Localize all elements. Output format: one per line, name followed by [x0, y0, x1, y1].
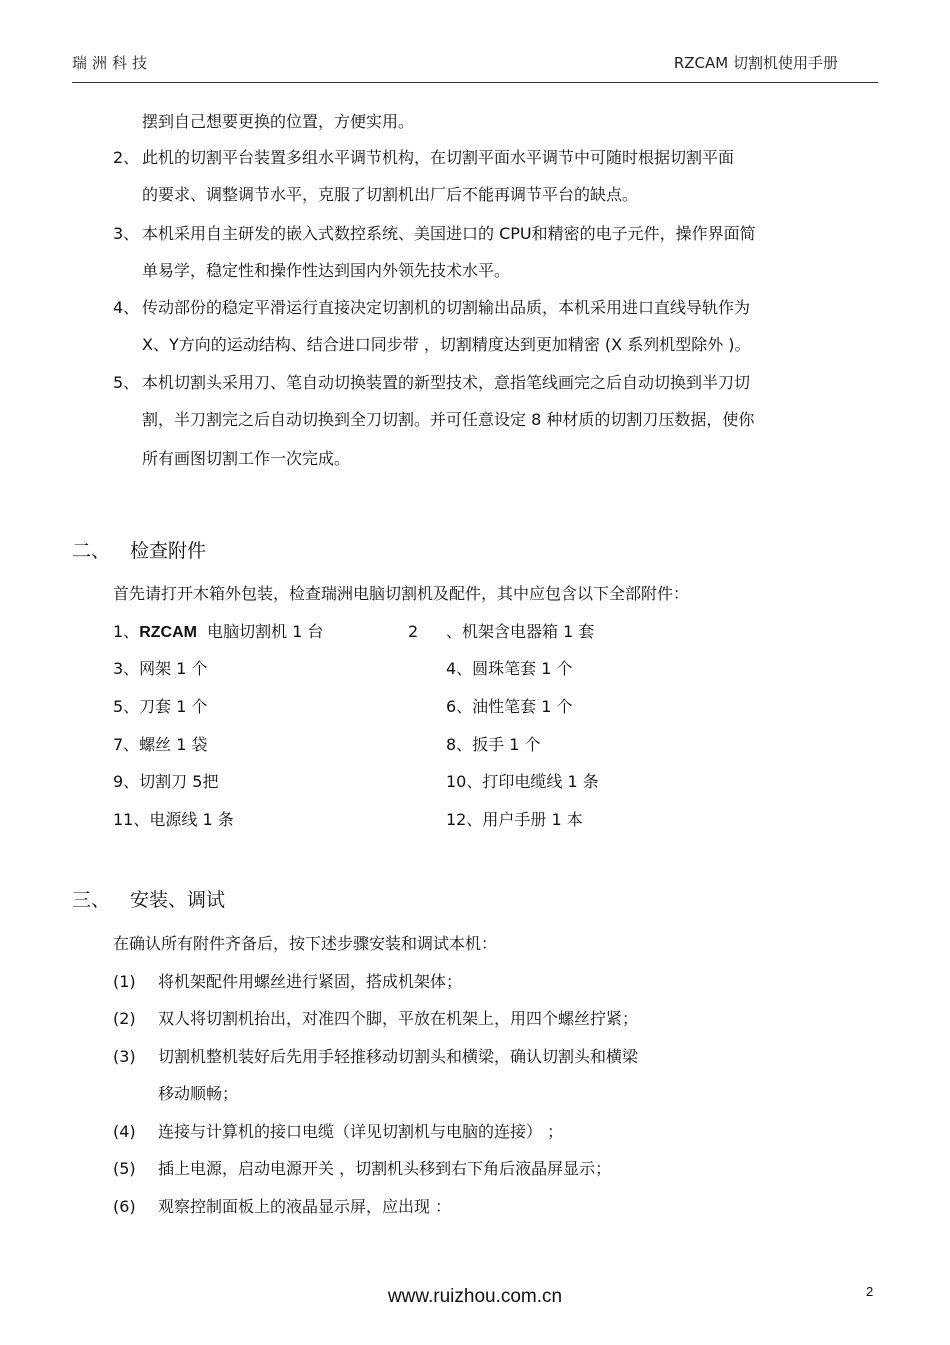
feature-text: 的要求、调整调节水平，克服了切割机出厂后不能再调节平台的缺点。: [142, 185, 639, 204]
accessory-item: 7、螺丝 1 袋: [113, 735, 208, 754]
step-text: 连接与计算机的接口电缆（详见切割机与电脑的连接） ；: [158, 1122, 564, 1141]
accessory-number: 2: [408, 622, 419, 641]
header-divider: [72, 82, 878, 83]
brand-name: RZCAM: [139, 624, 197, 641]
step-number: (5): [113, 1159, 136, 1178]
accessory-item: 4、圆珠笔套 1 个: [446, 659, 573, 678]
feature-number: 2、: [113, 148, 140, 167]
step-number: (3): [113, 1047, 136, 1066]
feature-text: 单易学，稳定性和操作性达到国内外领先技术水平。: [142, 261, 511, 280]
feature-text: 本机切割头采用刀、笔自动切换装置的新型技术，意指笔线画完之后自动切换到半刀切: [142, 373, 751, 392]
accessory-item: 9、切割刀 5把: [113, 772, 219, 791]
section-2-intro: 首先请打开木箱外包装，检查瑞洲电脑切割机及配件，其中应包含以下全部附件：: [113, 584, 690, 603]
step-number: (4): [113, 1122, 136, 1141]
feature-text: 传动部份的稳定平滑运行直接决定切割机的切割输出品质，本机采用进口直线导轨作为: [142, 298, 751, 317]
section-2-number: 二、: [72, 540, 111, 562]
step-text: 插上电源，启动电源开关 ，切割机头移到右下角后液晶屏显示；: [158, 1159, 612, 1178]
accessory-text: 、机架含电器箱 1 套: [446, 622, 595, 641]
feature-number: 3、: [113, 224, 140, 243]
step-text: 双人将切割机抬出，对准四个脚，平放在机架上，用四个螺丝拧紧；: [158, 1009, 639, 1028]
accessory-item: 3、网架 1 个: [113, 659, 208, 678]
feature-text: 本机采用自主研发的嵌入式数控系统、美国进口的 CPU和精密的电子元件，操作界面简: [142, 224, 756, 243]
step-number: (2): [113, 1009, 136, 1028]
feature-text: 此机的切割平台装置多组水平调节机构，在切割平面水平调节中可随时根据切割平面: [142, 148, 735, 167]
step-text: 将机架配件用螺丝进行紧固，搭成机架体；: [158, 972, 463, 991]
page-number: 2: [866, 1284, 874, 1299]
section-3-intro: 在确认所有附件齐备后，按下述步骤安装和调试本机：: [113, 934, 498, 953]
feature-text: 割，半刀割完之后自动切换到全刀切割。并可任意设定 8 种材质的切割刀压数据，使你: [142, 410, 755, 429]
header-manual-title: RZCAM 切割机使用手册: [673, 54, 838, 72]
header-company: 瑞洲科技: [72, 54, 153, 72]
section-2-title: 检查附件: [130, 540, 207, 562]
accessory-item: 10、打印电缆线 1 条: [446, 772, 599, 791]
accessory-item: 8、扳手 1 个: [446, 735, 541, 754]
accessory-item: [113, 621, 323, 644]
accessory-number: 1、: [113, 622, 140, 641]
section-3-number: 三、: [72, 889, 111, 911]
accessory-item: 6、油性笔套 1 个: [446, 697, 573, 716]
accessory-item: 11、电源线 1 条: [113, 810, 234, 829]
feature-1-continuation: 摆到自己想要更换的位置，方便实用。: [142, 112, 415, 131]
feature-text: 所有画图切割工作一次完成。: [142, 449, 351, 468]
feature-text: X、Y方向的运动结构、结合进口同步带 ，切割精度达到更加精密 (X 系列机型除外 )。: [142, 335, 751, 354]
step-number: (6): [113, 1197, 136, 1216]
step-text: 观察控制面板上的液晶显示屏，应出现 ：: [158, 1197, 452, 1216]
step-text: 移动顺畅；: [158, 1084, 239, 1103]
step-number: (1): [113, 972, 136, 991]
feature-number: 5、: [113, 373, 140, 392]
accessory-item: 5、刀套 1 个: [113, 697, 208, 716]
section-3-title: 安装、调试: [130, 889, 226, 911]
footer-website: www.ruizhou.com.cn: [387, 1286, 563, 1307]
feature-number: 4、: [113, 298, 140, 317]
step-text: 切割机整机装好后先用手轻推移动切割头和横梁，确认切割头和横梁: [158, 1047, 639, 1066]
accessory-text: 电脑切割机 1 台: [207, 622, 324, 641]
accessory-item: 12、用户手册 1 本: [446, 810, 583, 829]
